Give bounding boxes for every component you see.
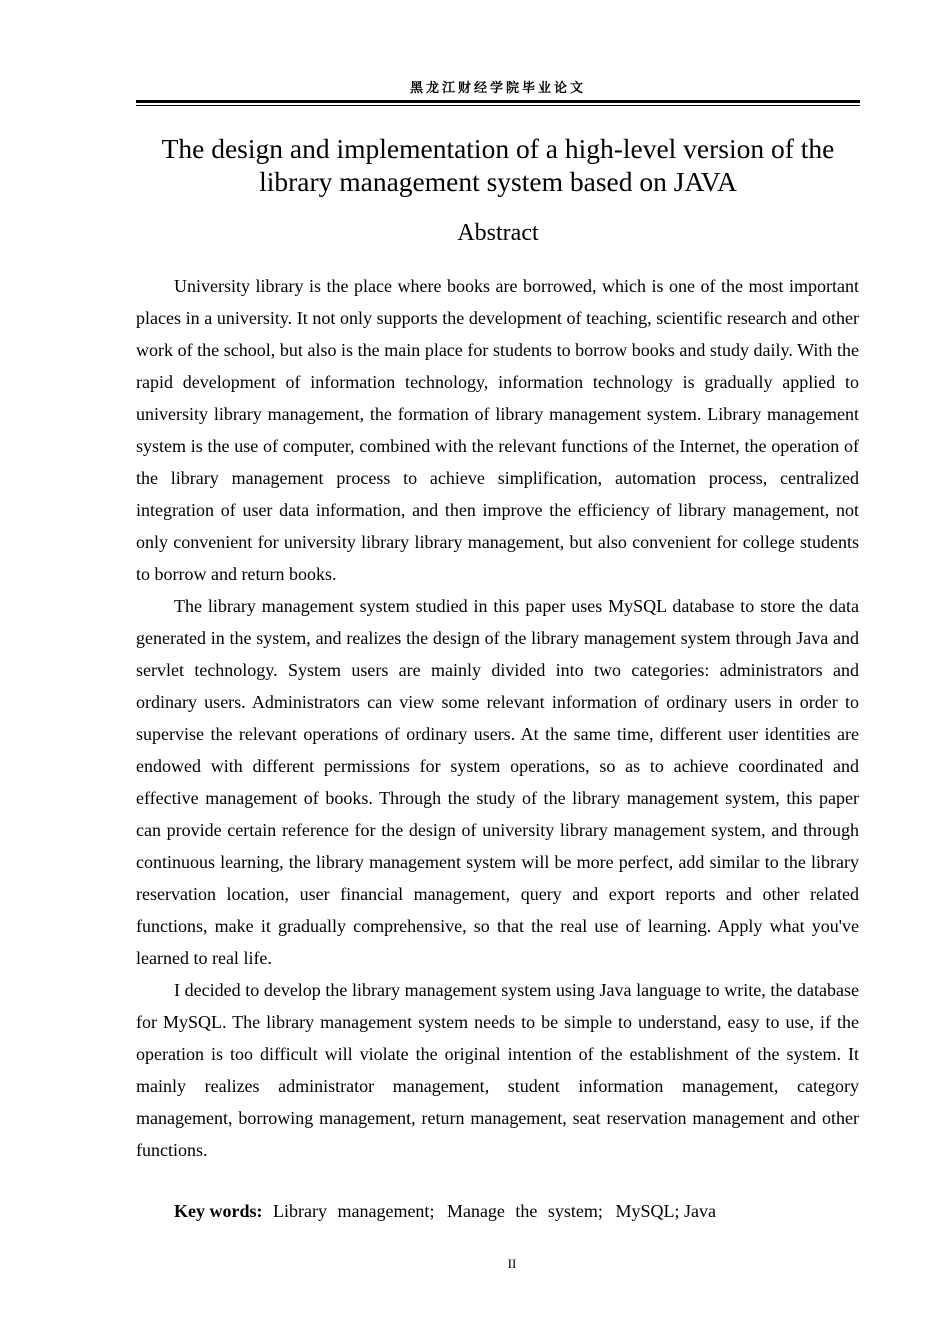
keyword-item: Manage the system xyxy=(446,1201,598,1221)
paper-title-line-1: The design and implementation of a high-level version of the xyxy=(161,133,835,164)
abstract-paragraph-1: University library is the place where books are borrowed, which is one of the most important places in a university. It not only supports the development of teaching, scientific research and other work of the school, but also is the main place for students to borrow books and study daily. With the rapid development of information technology, information technology is gradually applied to university library management, the formation of library management system. Library management system is the use of computer, combined with the relevant functions of the Internet, the operation of the library management process to achieve simplification, automation process, centralized integration of user data information, and then improve the efficiency of library management, not only convenient for university library library management, but also convenient for college students to borrow and return books. xyxy=(136,276,859,584)
keyword-delimiter: ; xyxy=(674,1201,680,1221)
keyword-item: MySQL xyxy=(615,1201,675,1221)
abstract-paragraph-2: The library management system studied in this paper uses MySQL database to store the data generated in the system, and realizes the design of the library management system through Java and servlet technology. System users are mainly divided into two categories: administrators and ordinary users. Administrators can view some relevant information of ordinary users in order to supervise the relevant operations of ordinary users. At the same time, different user identities are endowed with different permissions for system operations, so as to achieve coordinated and effective management of books. Through the study of the library management system, this paper can provide certain reference for the design of university library management system, and through continuous learning, the library management system will be more perfect, add similar to the library reservation location, user financial management, query and export reports and other related functions, make it gradually comprehensive, so that the real use of learning. Apply what you've learned to real life. xyxy=(136,596,859,968)
keywords-separator: : xyxy=(256,1201,263,1221)
keywords-label: Key words xyxy=(174,1201,257,1221)
running-header: 黑龙江财经学院毕业论文 xyxy=(409,81,586,96)
header-rule-thick xyxy=(136,100,860,103)
keyword-delimiter: ; xyxy=(429,1201,435,1221)
page-number: II xyxy=(507,1256,517,1271)
keyword-delimiter: ; xyxy=(597,1201,603,1221)
paper-title-line-2: library management system based on JAVA xyxy=(259,166,737,197)
paper-title xyxy=(136,132,860,198)
abstract-body xyxy=(136,270,859,1166)
keywords-line xyxy=(174,1195,716,1227)
header-rule-thin xyxy=(136,105,860,106)
keyword-item: Library management xyxy=(273,1201,430,1221)
abstract-paragraph-3: I decided to develop the library management system using Java language to write, the database for MySQL. The library management system needs to be simple to understand, easy to use, if the operation is too difficult will violate the original intention of the establishment of the system. It mainly realizes administrator management, student information management, category management, borrowing management, return management, seat reservation management and other functions. xyxy=(136,980,859,1160)
keyword-item: Java xyxy=(683,1201,716,1221)
abstract-heading: Abstract xyxy=(457,220,539,246)
